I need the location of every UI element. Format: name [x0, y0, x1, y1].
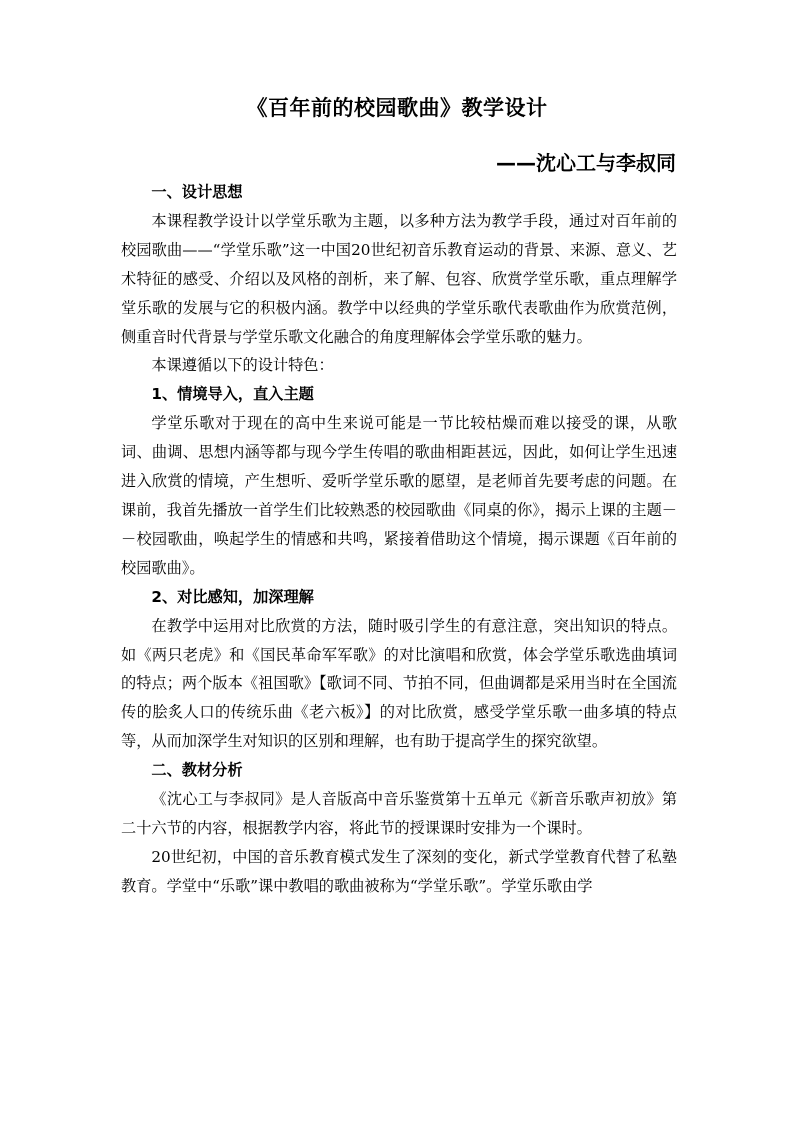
- paragraph: 在教学中运用对比欣赏的方法，随时吸引学生的有意注意，突出知识的特点。如《两只老虎》和《国民革命军军歌》的对比演唱和欣赏，体会学堂乐歌选曲填词的特点；两个版本《祖国歌》【歌词不同、节拍不同，但曲调都是采用当时在全国流传的脍炙人口的传统乐曲《老六板》】的对比欣赏，感受学堂乐歌一曲多填的特点等，从而加深学生对知识的区别和理解，也有助于提高学生的探究欲望。: [121, 616, 677, 751]
- paragraph: 本课遵循以下的设计特色：: [151, 356, 334, 375]
- document-subtitle: ——沈心工与李叔同: [496, 151, 676, 175]
- document-title: 《百年前的校园歌曲》教学设计: [246, 96, 548, 120]
- paragraph: 学堂乐歌对于现在的高中生来说可能是一节比较枯燥而难以接受的课，从歌词、曲调、思想内涵等都与现今学生传唱的歌曲相距甚远，因此，如何让学生迅速进入欣赏的情境，产生想听、爱听学堂乐歌的愿望，是老师首先要考虑的问题。在课前，我首先播放一首学生们比较熟悉的校园歌曲《同桌的你》，揭示上课的主题－－校园歌曲，唤起学生的情感和共鸣，紧接着借助这个情境，揭示课题《百年前的校园歌曲》。: [121, 414, 677, 577]
- section-heading: 2、对比感知，加深理解: [151, 587, 314, 606]
- paragraph: 本课程教学设计以学堂乐歌为主题，以多种方法为教学手段，通过对百年前的校园歌曲——“学堂乐歌”这一中国20世纪初音乐教育运动的背景、来源、意义、艺术特征的感受、介绍以及风格的剖析，来了解、包容、欣赏学堂乐歌，重点理解学堂乐歌的发展与它的积极内涵。教学中以经典的学堂乐歌代表歌曲作为欣赏范例，侧重音时代背景与学堂乐歌文化融合的角度理解体会学堂乐歌的魅力。: [121, 211, 677, 346]
- section-heading: 一、设计思想: [151, 183, 243, 201]
- paragraph: 《沈心工与李叔同》是人音版高中音乐鉴赏第十五单元《新音乐歌声初放》第二十六节的内容，根据教学内容，将此节的授课课时安排为一个课时。: [121, 790, 677, 837]
- document-body: [121, 178, 677, 901]
- section-heading: 二、教材分析: [151, 761, 243, 780]
- section-heading: 1、情境导入，直入主题: [151, 385, 314, 404]
- paragraph: 20世纪初，中国的音乐教育模式发生了深刻的变化，新式学堂教育代替了私塾教育。学堂中“乐歌”课中教唱的歌曲被称为“学堂乐歌”。学堂乐歌由学: [121, 847, 677, 895]
